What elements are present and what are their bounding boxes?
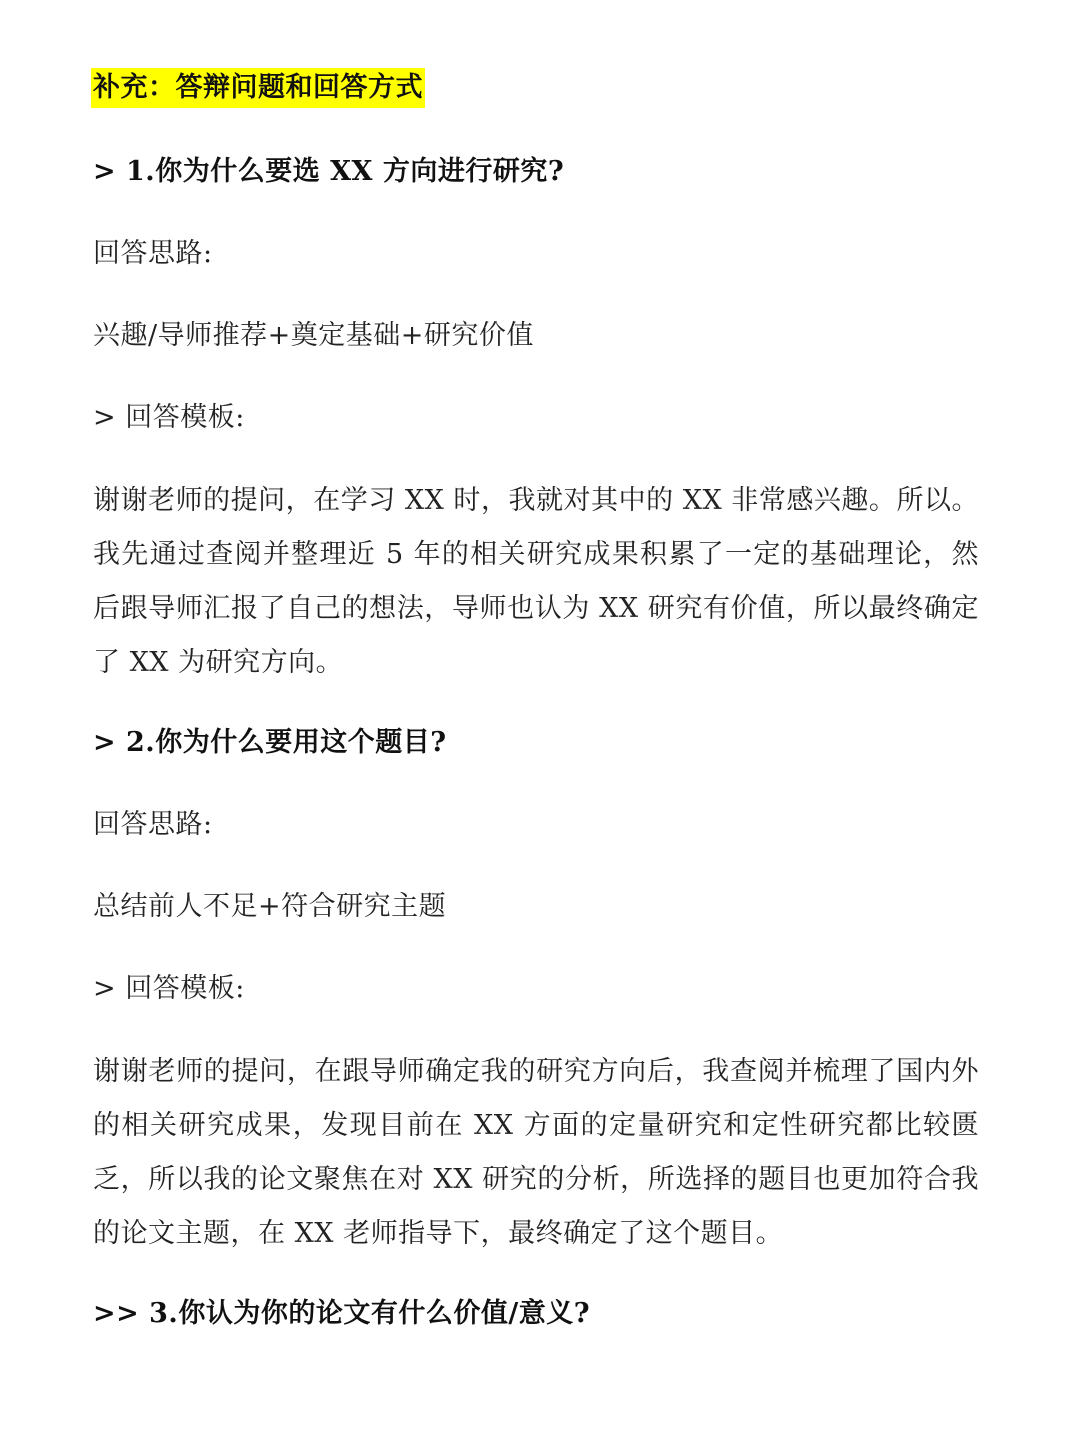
answer-idea-1: 兴趣/导师推荐+奠定基础+研究价值: [93, 320, 534, 351]
answer-idea-label-2: 回答思路:: [93, 809, 213, 840]
answer-template-label-2: > 回答模板:: [93, 973, 245, 1004]
page-title: 补充：答辩问题和回答方式: [91, 68, 425, 108]
answer-template-text-1: 谢谢老师的提问，在学习 XX 时，我就对其中的 XX 非常感兴趣。所以。我先通过查阅并整理近 5 年的相关研究成果积累了一定的基础理论，然后跟导师汇报了自己的想法，导师也认为 XX 研究有价值，所以最终确定了 XX 为研究方向。: [93, 485, 979, 678]
answer-idea-2: 总结前人不足+符合研究主题: [93, 891, 447, 922]
question-2: > 2.你为什么要用这个题目?: [93, 727, 447, 758]
answer-idea-label-1: 回答思路:: [93, 238, 213, 269]
answer-template-label-1: > 回答模板:: [93, 402, 245, 433]
question-1: > 1.你为什么要选 XX 方向进行研究?: [93, 156, 565, 187]
question-3: >> 3.你认为你的论文有什么价值/意义?: [93, 1298, 591, 1329]
answer-template-text-2: 谢谢老师的提问，在跟导师确定我的研究方向后，我查阅并梳理了国内外的相关研究成果，发现目前在 XX 方面的定量研究和定性研究都比较匮乏，所以我的论文聚焦在对 XX 研究的分析，所选择的题目也更加符合我的论文主题，在 XX 老师指导下，最终确定了这个题目。: [93, 1056, 979, 1249]
